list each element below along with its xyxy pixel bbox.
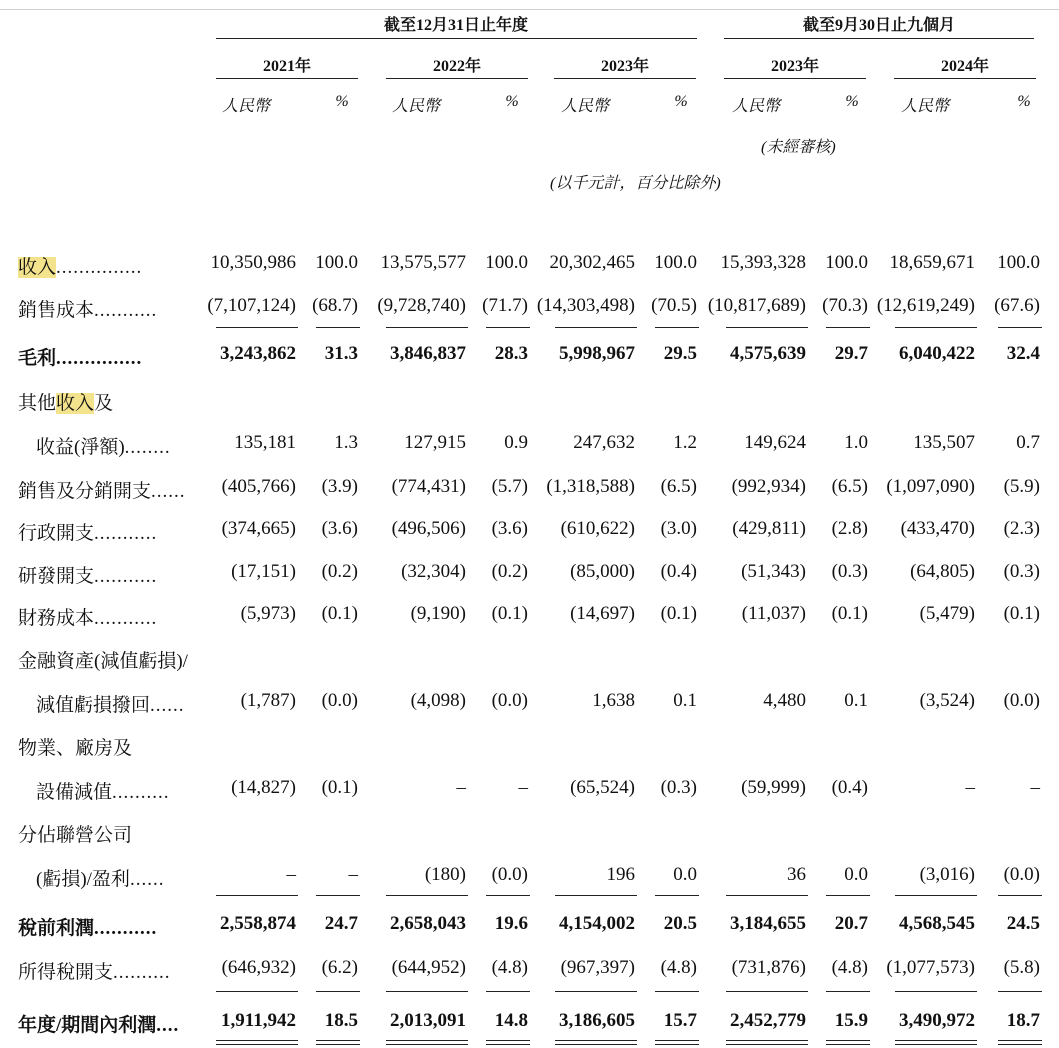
leader-dots: ........... [94, 523, 158, 544]
period-underline [216, 38, 697, 39]
amount-cell: (433,470) [900, 518, 975, 539]
percent-cell: (3.6) [321, 518, 358, 539]
percent-cell: 1.3 [334, 432, 358, 453]
amount-cell: 2,558,874 [220, 913, 296, 934]
amount-cell: (429,811) [732, 518, 806, 539]
percent-cell: (0.4) [831, 777, 868, 798]
subtotal-rule [655, 991, 699, 992]
amount-cell: (646,932) [221, 957, 296, 978]
percent-cell: (0.1) [660, 603, 697, 624]
amount-cell: 3,490,972 [899, 1010, 975, 1031]
amount-cell: (10,817,689) [707, 295, 806, 316]
percent-cell: 0.1 [844, 690, 868, 711]
subtotal-rule [486, 327, 530, 328]
percent-cell: (0.2) [491, 561, 528, 582]
subtotal-rule [726, 327, 808, 328]
year-underline [894, 78, 1036, 79]
amount-cell: 2,452,779 [730, 1010, 806, 1031]
amount-cell: 1,911,942 [221, 1010, 296, 1031]
amount-cell: 3,184,655 [730, 913, 806, 934]
amount-cell: (9,190) [410, 603, 466, 624]
percent-cell: (4.8) [660, 957, 697, 978]
amount-cell: 18,659,671 [889, 252, 975, 273]
percent-cell: – [348, 864, 358, 885]
percent-cell: 19.6 [494, 913, 528, 934]
double-underline [316, 1040, 360, 1045]
row-label: 收益(淨額)........ [36, 437, 171, 458]
leader-dots: .......... [112, 782, 170, 803]
year-header: 2021年 [262, 58, 311, 75]
percent-cell: (0.1) [831, 603, 868, 624]
amount-cell: 5,998,967 [559, 343, 635, 364]
row-label: 減值虧損撥回...... [36, 695, 185, 716]
percent-cell: 32.4 [1006, 343, 1040, 364]
percent-cell: 15.9 [834, 1010, 868, 1031]
percent-cell: (70.3) [822, 295, 868, 316]
percent-cell: (0.4) [660, 561, 697, 582]
amount-cell: 13,575,577 [380, 252, 466, 273]
double-underline [386, 1040, 468, 1045]
amount-cell: (7,107,124) [207, 295, 296, 316]
subtotal-rule [826, 327, 870, 328]
percent-cell: 100.0 [485, 252, 528, 273]
leader-dots: ...... [150, 695, 185, 716]
percent-cell: (67.6) [994, 295, 1040, 316]
amount-cell: 15,393,328 [720, 252, 806, 273]
percent-cell: 18.7 [1006, 1010, 1040, 1031]
amount-cell: (992,934) [731, 476, 806, 497]
percent-cell: (5.8) [1003, 957, 1040, 978]
percent-cell: (3.9) [321, 476, 358, 497]
row-label [18, 252, 142, 279]
amount-cell: (12,619,249) [876, 295, 975, 316]
subtotal-rule [386, 895, 468, 896]
double-underline [216, 1040, 298, 1045]
percent-cell: – [518, 777, 528, 798]
amount-cell: (11,037) [741, 603, 806, 624]
amount-cell: (496,506) [391, 518, 466, 539]
unaudited-note: (未經審核) [761, 139, 836, 156]
percent-cell: 31.3 [324, 343, 358, 364]
double-underline [826, 1040, 870, 1045]
row-label: 所得稅開支.......... [18, 962, 171, 983]
amount-cell: – [456, 777, 466, 798]
row-label: 銷售及分銷開支...... [18, 481, 186, 502]
percent-cell: (68.7) [312, 295, 358, 316]
amount-cell: (85,000) [570, 561, 635, 582]
double-underline [655, 1040, 699, 1045]
row-label: 設備減值.......... [36, 782, 170, 803]
percent-cell: (0.0) [491, 690, 528, 711]
amount-cell: 6,040,422 [899, 343, 975, 364]
percent-cell: (4.8) [491, 957, 528, 978]
double-underline [895, 1040, 977, 1045]
subtotal-rule [998, 327, 1042, 328]
percent-cell: 24.7 [324, 913, 358, 934]
amount-cell: (32,304) [401, 561, 466, 582]
percent-cell: (2.3) [1003, 518, 1040, 539]
percent-cell: 29.7 [834, 343, 868, 364]
percent-cell: 1.2 [673, 432, 697, 453]
amount-cell: (1,787) [240, 690, 296, 711]
subtotal-rule [655, 895, 699, 896]
percent-cell: 18.5 [324, 1010, 358, 1031]
percent-cell: 20.7 [834, 913, 868, 934]
amount-cell: 247,632 [573, 432, 635, 453]
percent-cell: (0.0) [321, 690, 358, 711]
subtotal-rule [895, 327, 977, 328]
percent-cell: 0.0 [673, 864, 697, 885]
percent-cell: (70.5) [651, 295, 697, 316]
leader-dots: ............... [56, 257, 143, 278]
row-label: 其他收入及 [18, 393, 114, 414]
double-underline [486, 1040, 530, 1045]
amount-cell: 1,638 [592, 690, 635, 711]
amount-cell: 3,243,862 [220, 343, 296, 364]
amount-cell: 196 [606, 864, 635, 885]
percent-cell: 29.5 [663, 343, 697, 364]
amount-cell: (17,151) [231, 561, 296, 582]
amount-cell: (14,827) [231, 777, 296, 798]
percent-cell: (4.8) [831, 957, 868, 978]
row-label: (虧損)/盈利...... [36, 869, 165, 890]
amount-cell: – [965, 777, 975, 798]
percent-cell: 100.0 [825, 252, 868, 273]
percent-cell: (0.0) [1003, 864, 1040, 885]
percent-cell: 0.9 [504, 432, 528, 453]
currency-unit-label: 人民幣 [391, 98, 440, 115]
year-header: 2024年 [940, 58, 989, 75]
row-label: 分佔聯營公司 [18, 825, 133, 846]
year-header: 2022年 [432, 58, 481, 75]
amount-cell: 2,013,091 [390, 1010, 466, 1031]
amount-cell: (65,524) [570, 777, 635, 798]
amount-cell: 4,154,002 [559, 913, 635, 934]
amount-cell: (3,016) [919, 864, 975, 885]
amount-cell: 20,302,465 [549, 252, 635, 273]
percent-cell: 0.1 [673, 690, 697, 711]
amount-cell: 36 [787, 864, 806, 885]
amount-cell: 4,568,545 [899, 913, 975, 934]
amount-cell: (405,766) [221, 476, 296, 497]
amount-cell: 127,915 [404, 432, 466, 453]
percent-cell: (0.1) [321, 777, 358, 798]
percent-cell: 14.8 [494, 1010, 528, 1031]
top-border [0, 0, 1059, 10]
percent-cell: (2.8) [831, 518, 868, 539]
currency-unit-label: 人民幣 [731, 98, 780, 115]
percent-unit-label: % [1017, 93, 1031, 110]
amount-cell: 135,181 [234, 432, 296, 453]
subtotal-rule [655, 327, 699, 328]
year-underline [724, 78, 866, 79]
amount-cell: 2,658,043 [390, 913, 466, 934]
percent-cell: (0.0) [491, 864, 528, 885]
row-label: 毛利............... [18, 348, 143, 369]
year-header: 2023年 [600, 58, 649, 75]
highlighted-text: 收入 [56, 393, 95, 414]
amount-cell: (4,098) [410, 690, 466, 711]
highlighted-text: 收入 [18, 257, 57, 278]
subtotal-rule [216, 991, 298, 992]
leader-dots: .... [156, 1015, 180, 1036]
percent-cell: (0.3) [831, 561, 868, 582]
percent-cell: (71.7) [482, 295, 528, 316]
amount-cell: (644,952) [391, 957, 466, 978]
amount-cell: 3,186,605 [559, 1010, 635, 1031]
row-label: 銷售成本........... [18, 300, 158, 321]
leader-dots: ........... [94, 300, 158, 321]
units-note: (以千元計，百分比除外) [550, 175, 721, 192]
year-underline [554, 78, 696, 79]
amount-cell: (1,097,090) [886, 476, 975, 497]
amount-cell: (5,479) [919, 603, 975, 624]
leader-dots: ........... [94, 608, 158, 629]
percent-unit-label: % [505, 93, 519, 110]
amount-cell: 149,624 [744, 432, 806, 453]
row-label: 金融資產(減值虧損)/ [18, 651, 188, 672]
subtotal-rule [555, 991, 637, 992]
amount-cell: (731,876) [731, 957, 806, 978]
amount-cell: 4,575,639 [730, 343, 806, 364]
subtotal-rule [895, 991, 977, 992]
period-header-nine-months: 截至9月30日止九個月 [802, 17, 955, 34]
percent-cell: 24.5 [1006, 913, 1040, 934]
amount-cell: (610,622) [560, 518, 635, 539]
amount-cell: (5,973) [240, 603, 296, 624]
percent-cell: (0.1) [321, 603, 358, 624]
subtotal-rule [555, 895, 637, 896]
amount-cell: (967,397) [560, 957, 635, 978]
row-label: 研發開支........... [18, 566, 158, 587]
leader-dots: ...... [129, 869, 165, 890]
subtotal-rule [826, 991, 870, 992]
subtotal-rule [998, 895, 1042, 896]
row-label: 行政開支........... [18, 523, 158, 544]
subtotal-rule [998, 991, 1042, 992]
amount-cell: (9,728,740) [377, 295, 466, 316]
percent-cell: (6.2) [321, 957, 358, 978]
amount-cell: 10,350,986 [210, 252, 296, 273]
amount-cell: (59,999) [741, 777, 806, 798]
percent-cell: 100.0 [997, 252, 1040, 273]
double-underline [998, 1040, 1042, 1045]
amount-cell: (180) [424, 864, 466, 885]
currency-unit-label: 人民幣 [900, 98, 949, 115]
subtotal-rule [216, 895, 298, 896]
percent-unit-label: % [674, 93, 688, 110]
amount-cell: 4,480 [763, 690, 806, 711]
period-header-year-end: 截至12月31日止年度 [383, 17, 528, 34]
subtotal-rule [316, 327, 360, 328]
percent-cell: (5.9) [1003, 476, 1040, 497]
amount-cell: 135,507 [913, 432, 975, 453]
subtotal-rule [486, 895, 530, 896]
amount-cell: (14,303,498) [536, 295, 635, 316]
row-label: 稅前利潤........... [18, 918, 158, 939]
subtotal-rule [316, 895, 360, 896]
percent-cell: (0.2) [321, 561, 358, 582]
subtotal-rule [726, 991, 808, 992]
percent-cell: 0.7 [1016, 432, 1040, 453]
year-underline [216, 78, 358, 79]
leader-dots: ........ [124, 437, 171, 458]
double-underline [555, 1040, 637, 1045]
row-label: 物業、廠房及 [18, 738, 133, 759]
amount-cell: (51,343) [741, 561, 806, 582]
amount-cell: (774,431) [391, 476, 466, 497]
percent-cell: (3.0) [660, 518, 697, 539]
percent-cell: – [1030, 777, 1040, 798]
percent-cell: (0.3) [660, 777, 697, 798]
subtotal-rule [555, 327, 637, 328]
subtotal-rule [895, 895, 977, 896]
percent-cell: 0.0 [844, 864, 868, 885]
percent-cell: (0.1) [491, 603, 528, 624]
leader-dots: ........... [94, 918, 158, 939]
amount-cell: (64,805) [910, 561, 975, 582]
subtotal-rule [486, 991, 530, 992]
percent-cell: 100.0 [315, 252, 358, 273]
percent-cell: (5.7) [491, 476, 528, 497]
percent-cell: 100.0 [654, 252, 697, 273]
amount-cell: (1,077,573) [886, 957, 975, 978]
subtotal-rule [726, 895, 808, 896]
leader-dots: ............... [56, 348, 143, 369]
percent-cell: (6.5) [660, 476, 697, 497]
year-header: 2023年 [770, 58, 819, 75]
percent-cell: 15.7 [663, 1010, 697, 1031]
row-label: 年度/期間內利潤.... [18, 1015, 180, 1036]
leader-dots: ........... [94, 566, 158, 587]
percent-unit-label: % [335, 93, 349, 110]
percent-cell: (0.0) [1003, 690, 1040, 711]
percent-cell: (0.1) [1003, 603, 1040, 624]
subtotal-rule [386, 991, 468, 992]
double-underline [726, 1040, 808, 1045]
percent-cell: 28.3 [494, 343, 528, 364]
amount-cell: (1,318,588) [546, 476, 635, 497]
percent-cell: (3.6) [491, 518, 528, 539]
percent-cell: (0.3) [1003, 561, 1040, 582]
percent-cell: (6.5) [831, 476, 868, 497]
leader-dots: ...... [151, 481, 186, 502]
amount-cell: – [286, 864, 296, 885]
amount-cell: (14,697) [570, 603, 635, 624]
percent-unit-label: % [845, 93, 859, 110]
subtotal-rule [316, 991, 360, 992]
percent-cell: 20.5 [663, 913, 697, 934]
currency-unit-label: 人民幣 [221, 98, 270, 115]
currency-unit-label: 人民幣 [560, 98, 609, 115]
period-underline [724, 38, 1034, 39]
subtotal-rule [826, 895, 870, 896]
year-underline [386, 78, 528, 79]
subtotal-rule [386, 327, 468, 328]
subtotal-rule [216, 327, 298, 328]
percent-cell: 1.0 [844, 432, 868, 453]
amount-cell: (3,524) [919, 690, 975, 711]
leader-dots: .......... [113, 962, 171, 983]
amount-cell: 3,846,837 [390, 343, 466, 364]
row-label: 財務成本........... [18, 608, 158, 629]
amount-cell: (374,665) [221, 518, 296, 539]
